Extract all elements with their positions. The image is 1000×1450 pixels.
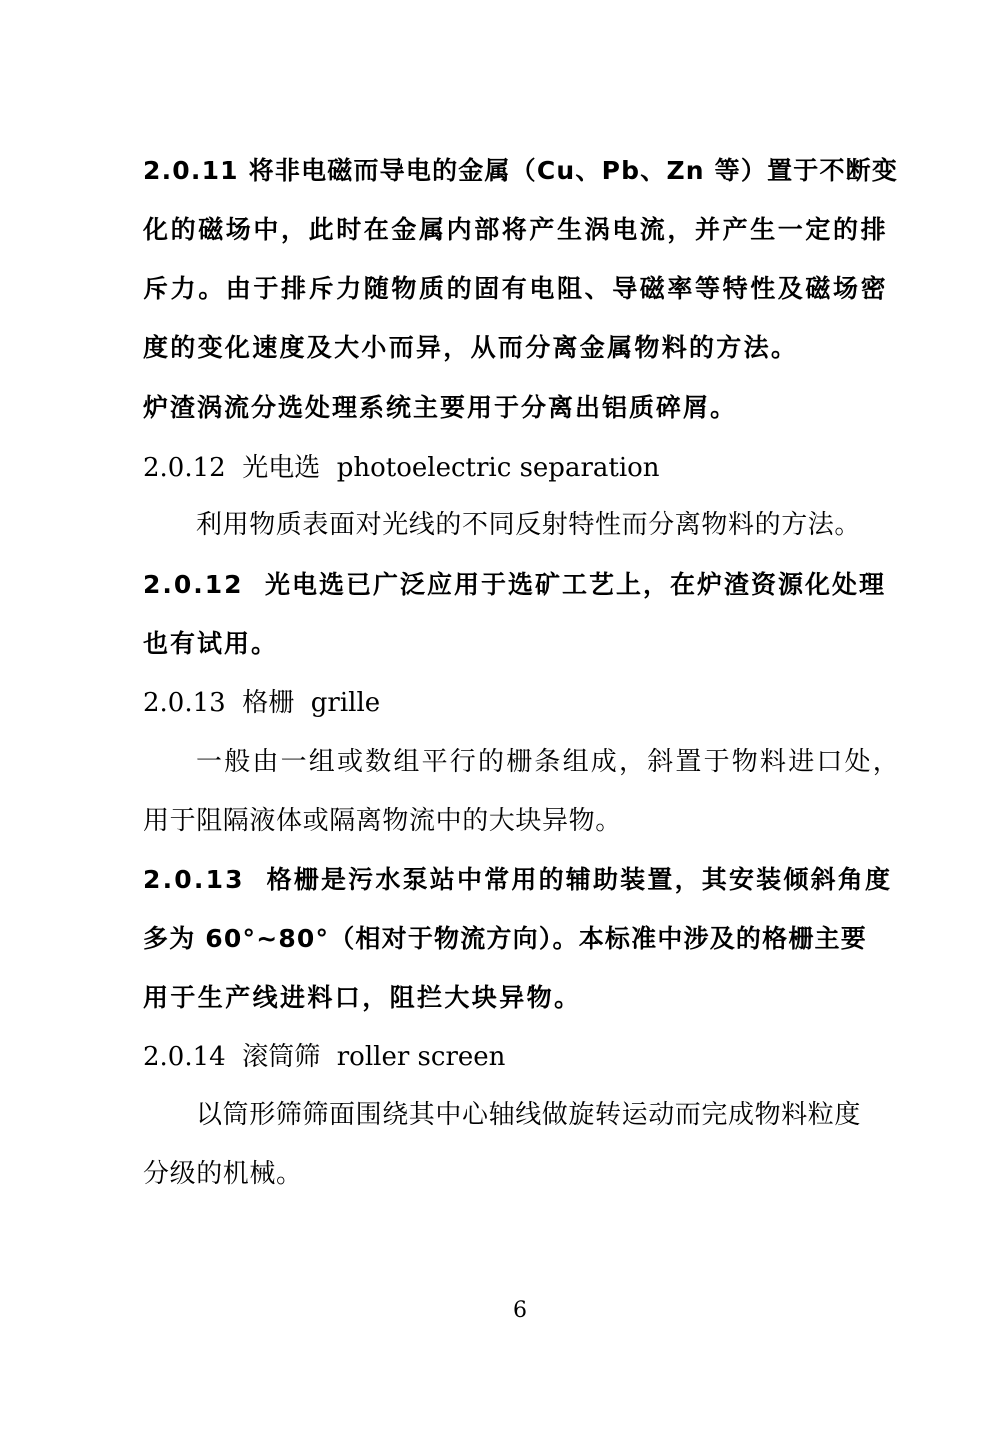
- commentary-2-0-11-line-2: 化的磁场中，此时在金属内部将产生涡电流，并产生一定的排: [143, 215, 889, 244]
- term-2-0-14-heading: 2.0.14 滚筒筛 roller screen: [143, 1042, 506, 1072]
- term-2-0-14-definition-line-1: 以筒形筛筛面围绕其中心轴线做旋转运动而完成物料粒度: [196, 1100, 862, 1130]
- commentary-2-0-12-line-1: 2.0.12 光电选已广泛应用于选矿工艺上，在炉渣资源化处理: [143, 570, 886, 599]
- commentary-2-0-13-line-2: 多为 60°~80°（相对于物流方向）。本标准中涉及的格栅主要: [143, 924, 867, 953]
- term-2-0-13-definition-line-1: 一般由一组或数组平行的栅条组成，斜置于物料进口处，: [196, 747, 902, 777]
- commentary-2-0-11-line-3: 斥力。由于排斥力随物质的固有电阻、导磁率等特性及磁场密: [143, 274, 889, 303]
- page-number: 6: [513, 1298, 527, 1323]
- commentary-2-0-12-line-2: 也有试用。: [143, 629, 279, 658]
- commentary-2-0-13-line-1: 2.0.13 格栅是污水泵站中常用的辅助装置，其安装倾斜角度: [143, 865, 893, 894]
- term-2-0-13-definition-line-2: 用于阻隔液体或隔离物流中的大块异物。: [143, 806, 622, 836]
- term-2-0-12-definition: 利用物质表面对光线的不同反射特性而分离物料的方法。: [196, 510, 862, 540]
- commentary-2-0-13-line-3: 用于生产线进料口，阻拦大块异物。: [143, 983, 582, 1012]
- term-2-0-12-heading: 2.0.12 光电选 photoelectric separation: [143, 453, 660, 483]
- term-2-0-13-heading: 2.0.13 格栅 grille: [143, 688, 381, 718]
- commentary-2-0-11-line-4: 度的变化速度及大小而异，从而分离金属物料的方法。: [143, 333, 799, 362]
- term-2-0-14-definition-line-2: 分级的机械。: [143, 1159, 303, 1189]
- commentary-2-0-11-line-5: 炉渣涡流分选处理系统主要用于分离出铝质碎屑。: [143, 393, 738, 422]
- commentary-2-0-11-line-1: 2.0.11 将非电磁而导电的金属（Cu、Pb、Zn 等）置于不断变: [143, 156, 899, 185]
